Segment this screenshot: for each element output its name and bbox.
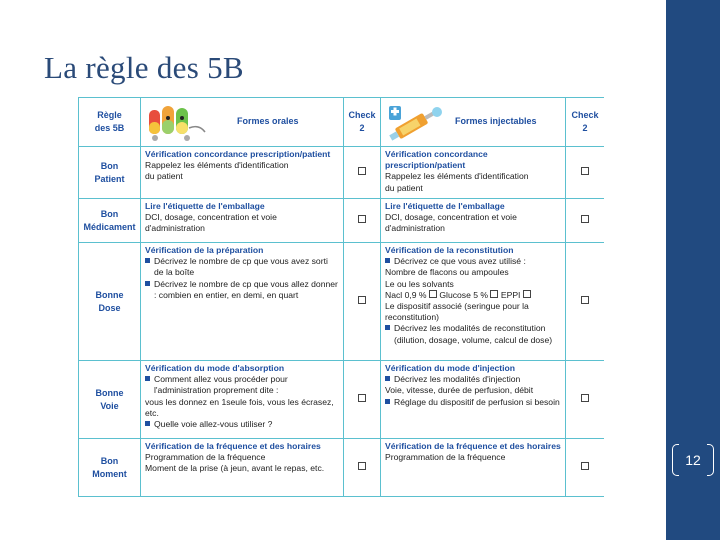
checkbox-icon[interactable] <box>523 290 531 298</box>
checkbox-icon[interactable] <box>581 167 589 175</box>
bullet-icon <box>385 258 390 263</box>
check-cell <box>566 361 605 439</box>
oral-cell: Vérification de la fréquence et des horaires Programmation de la fréquence Moment de la prise (à jeun, avant le repas, etc. <box>141 439 344 497</box>
syringe-illustration <box>385 102 447 142</box>
oral-cell: Vérification de la préparation Décrivez le nombre de cp que vous avez sorti de la boîte Décrivez le nombre de cp que vous allez donner : combien en entier, en demi, en quart <box>141 243 344 361</box>
table-header-row <box>79 98 605 147</box>
table-row <box>79 361 605 439</box>
row-label: Bon Médicament <box>79 199 141 243</box>
page-number: 12 <box>685 452 701 468</box>
checkbox-icon[interactable] <box>581 394 589 402</box>
checkbox-icon[interactable] <box>429 290 437 298</box>
check-cell <box>344 243 381 361</box>
injectable-cell: Lire l'étiquette de l'emballage DCI, dosage, concentration et voie d'administration <box>381 199 566 243</box>
header-rule: Règle des 5B <box>79 98 141 147</box>
checkbox-icon[interactable] <box>581 296 589 304</box>
checkbox-icon[interactable] <box>581 462 589 470</box>
injectable-cell: Vérification de la fréquence et des horaires Programmation de la fréquence <box>381 439 566 497</box>
left-bracket <box>672 444 679 476</box>
table-row <box>79 439 605 497</box>
bullet-icon <box>385 399 390 404</box>
header-oral-label: Formes orales <box>237 116 299 127</box>
table-row <box>79 147 605 199</box>
header-oral <box>141 98 344 147</box>
row-label: Bon Patient <box>79 147 141 199</box>
injectable-cell: Vérification du mode d'injection Décrivez les modalités d'injection Voie, vitesse, durée de perfusion, débit Réglage du dispositif de perfusion si besoin <box>381 361 566 439</box>
check-cell <box>344 439 381 497</box>
checkbox-icon[interactable] <box>358 215 366 223</box>
header-injectable <box>381 98 566 147</box>
right-bracket <box>707 444 714 476</box>
check-cell <box>344 199 381 243</box>
row-label: Bonne Dose <box>79 243 141 361</box>
bullet-icon <box>385 325 390 330</box>
table-row <box>79 199 605 243</box>
check-cell <box>566 439 605 497</box>
injectable-cell: Vérification concordance prescription/patient Rappelez les éléments d'identification du patient <box>381 147 566 199</box>
injectable-cell: Vérification de la reconstitution Décrivez ce que vous avez utilisé : Nombre de flacons ou ampoules Le ou les solvants Nacl 0,9 % Glucose 5 % EPPI Le dispositif associé (seringue pour la reconstitution) Décrivez les modalités de reconstitution (dilution, dosage, volume, calcul de dose) <box>381 243 566 361</box>
oral-cell: Vérification du mode d'absorption Comment allez vous procéder pour l'administration proprement dite : vous les donnez en 1seule fois, vous les écrasez, etc. Quelle voie allez-vous utiliser ? <box>141 361 344 439</box>
solvent-options: Nacl 0,9 % Glucose 5 % EPPI <box>385 290 561 301</box>
checkbox-icon[interactable] <box>581 215 589 223</box>
page-number-badge <box>672 444 714 476</box>
checkbox-icon[interactable] <box>358 296 366 304</box>
header-injectable-label: Formes injectables <box>455 116 537 127</box>
bullet-icon <box>145 258 150 263</box>
header-check-injectable: Check 2 <box>566 98 605 147</box>
check-cell <box>566 147 605 199</box>
slide-title: La règle des 5B <box>44 50 244 85</box>
row-label: Bonne Voie <box>79 361 141 439</box>
header-check-oral: Check 2 <box>344 98 381 147</box>
checkbox-icon[interactable] <box>358 167 366 175</box>
oral-cell: Vérification concordance prescription/patient Rappelez les éléments d'identification du patient <box>141 147 344 199</box>
checkbox-icon[interactable] <box>490 290 498 298</box>
bullet-icon <box>145 281 150 286</box>
row-label: Bon Moment <box>79 439 141 497</box>
rules-table <box>78 97 604 502</box>
check-cell <box>566 243 605 361</box>
bullet-icon <box>145 421 150 426</box>
checkbox-icon[interactable] <box>358 462 366 470</box>
check-cell <box>344 361 381 439</box>
bullet-icon <box>385 376 390 381</box>
checkbox-icon[interactable] <box>358 394 366 402</box>
table-row <box>79 243 605 361</box>
check-cell <box>566 199 605 243</box>
bullet-icon <box>145 376 150 381</box>
oral-cell: Lire l'étiquette de l'emballage DCI, dosage, concentration et voie d'administration <box>141 199 344 243</box>
pills-illustration <box>145 102 215 142</box>
check-cell <box>344 147 381 199</box>
